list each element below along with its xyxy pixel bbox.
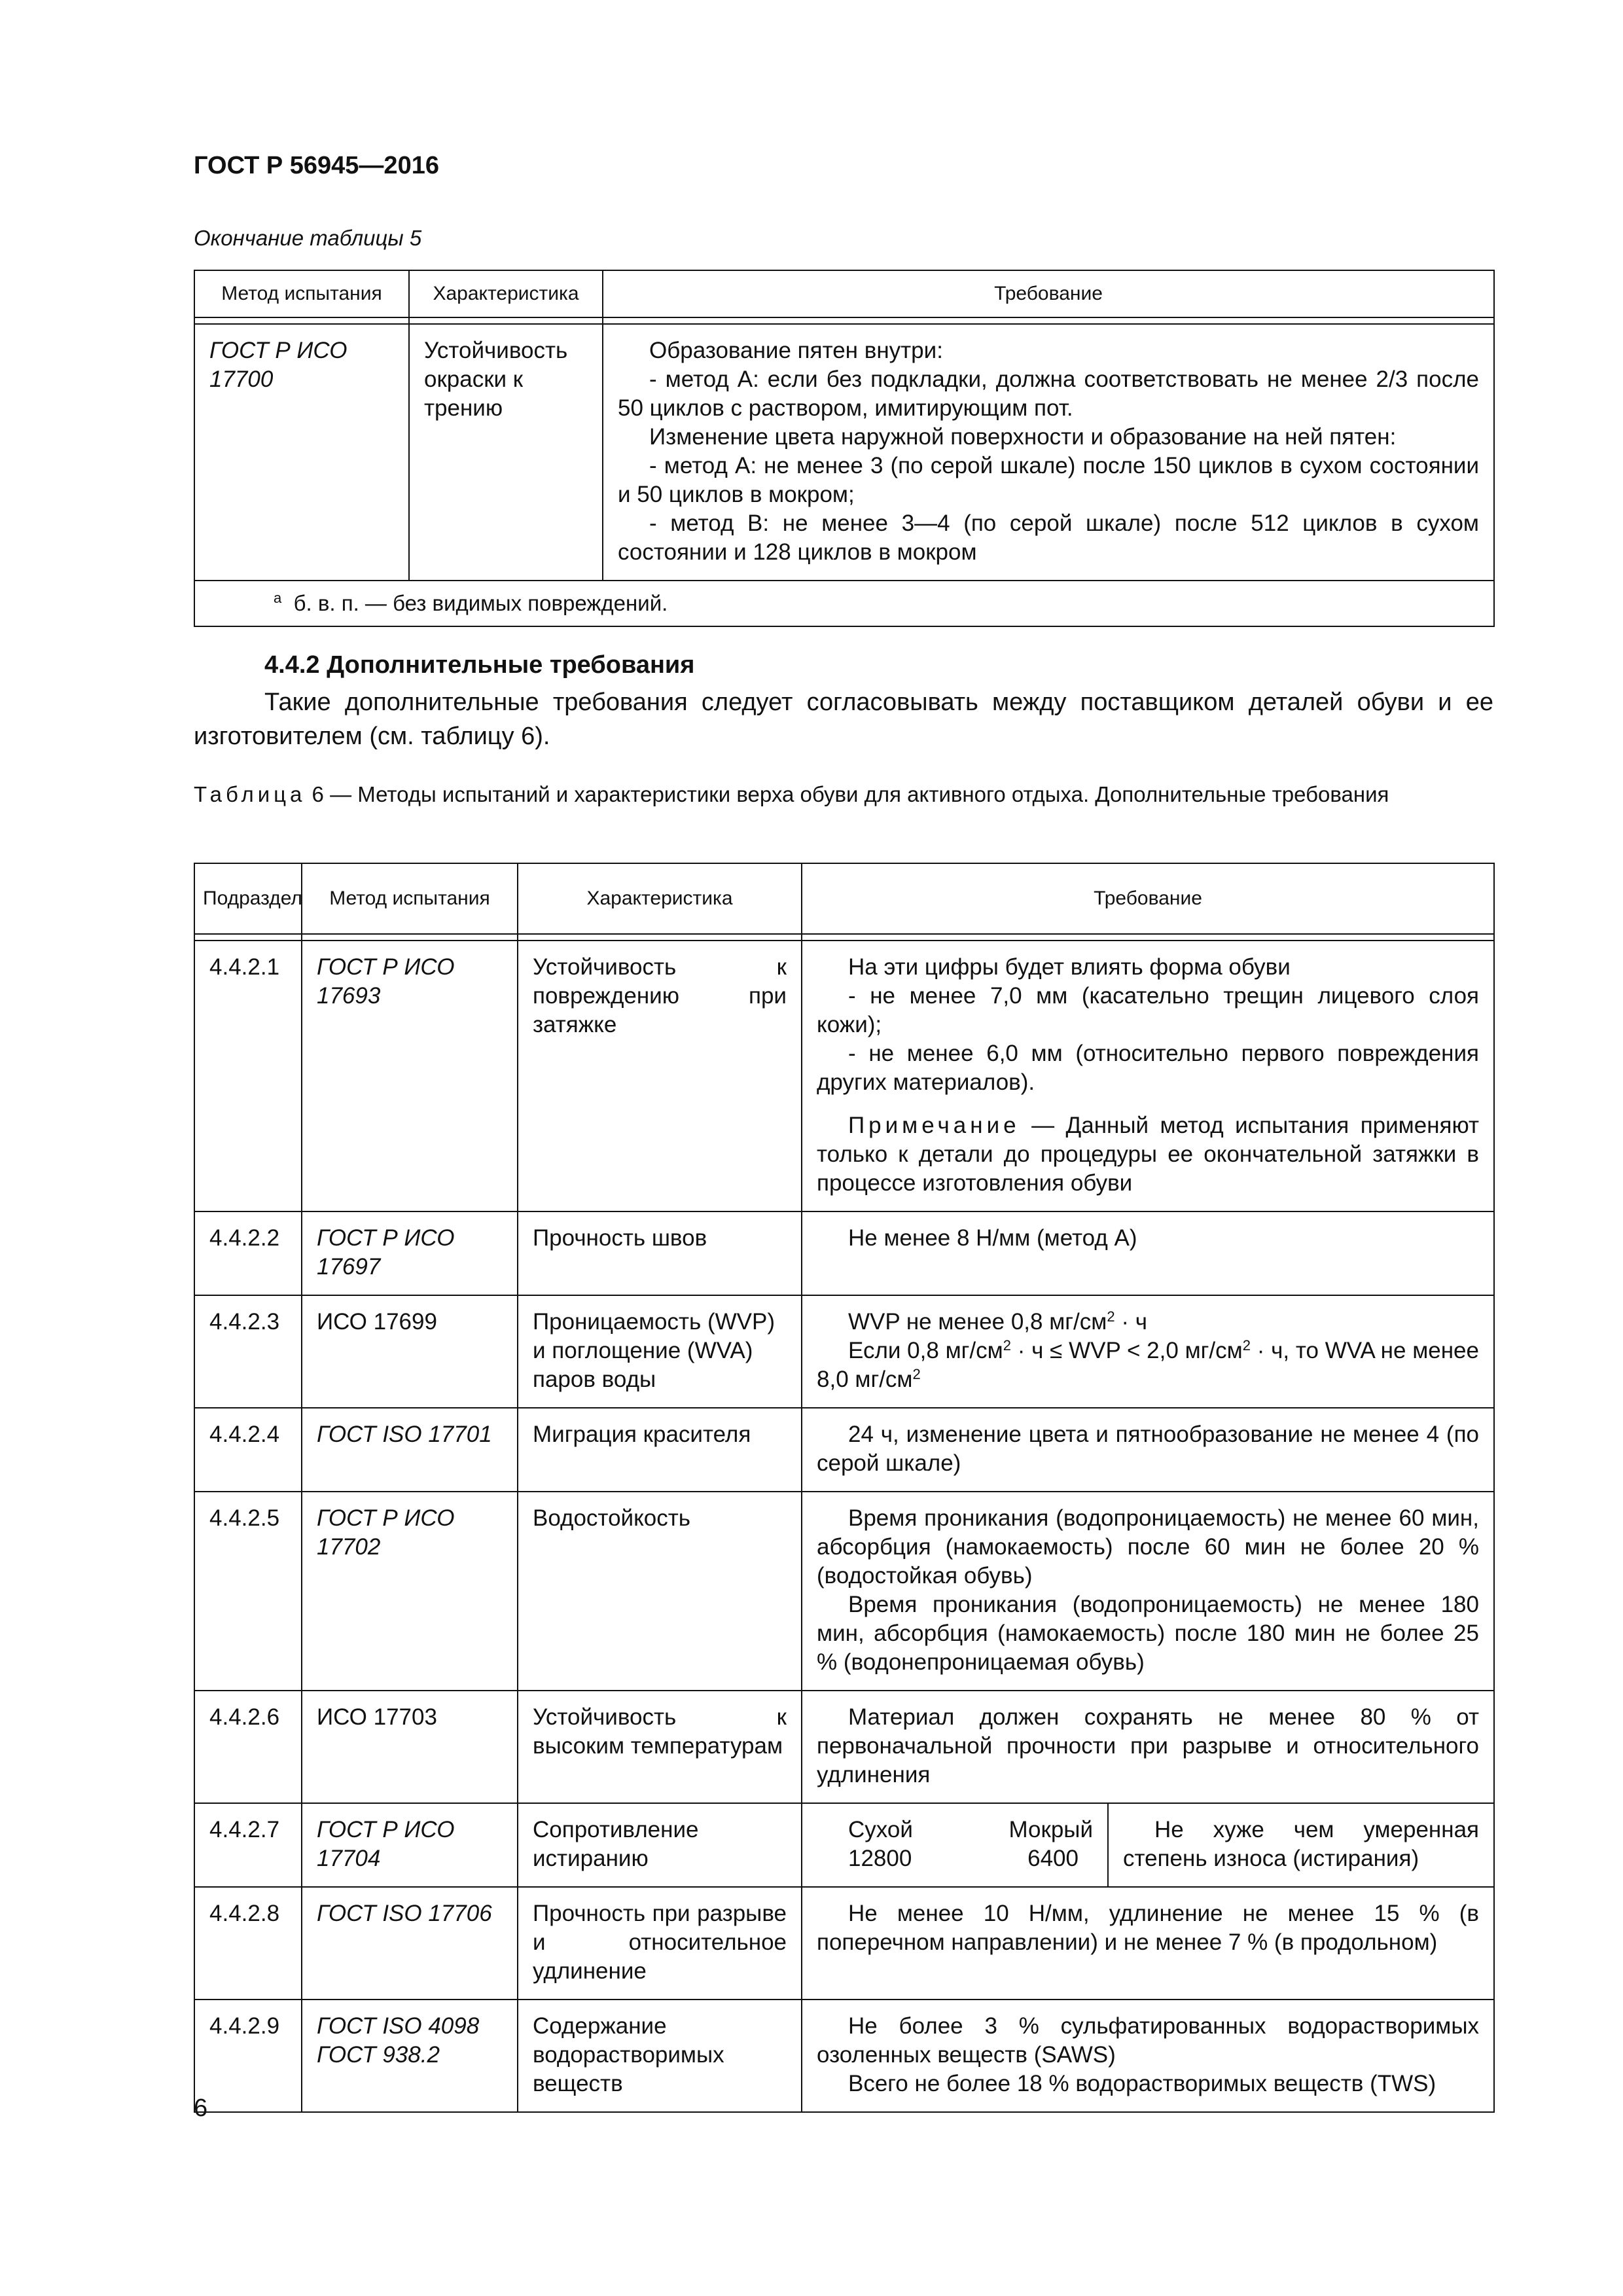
table6-header-subsection: Подраздел	[194, 863, 302, 934]
requirement-line	[817, 1308, 1479, 1336]
requirement-line: 24 ч, изменение цвета и пятнообразование не менее 4 (по серой шкале)	[817, 1422, 1479, 1476]
table-row	[194, 1492, 1494, 1691]
requirement-cell	[802, 1408, 1494, 1492]
characteristic-cell: Устойчивость к высоким температурам	[518, 1691, 802, 1803]
requirement-line	[817, 1336, 1479, 1394]
table6	[194, 863, 1495, 2113]
subsection-cell: 4.4.2.9	[194, 2000, 302, 2112]
note-paragraph	[817, 1111, 1479, 1198]
subsection-cell: 4.4.2.8	[194, 1887, 302, 2000]
table5-characteristic-cell: Устойчивость окраски к трению	[409, 324, 603, 581]
section-paragraph: Такие дополнительные требования следует согласовывать между поставщиком деталей обуви и ее изготовителем (см. таблицу 6).	[194, 689, 1493, 750]
note-label: Примечание	[848, 1113, 1020, 1138]
table6-caption-label: Таблица	[194, 782, 306, 806]
section-text	[194, 685, 1493, 753]
requirement-cell	[802, 1803, 1494, 1887]
characteristic-cell: Устойчивость к повреждению при затяжке	[518, 941, 802, 1211]
method-cell: ГОСТ Р ИСО 17693	[302, 941, 518, 1211]
table6-header-requirement: Требование	[802, 863, 1494, 934]
method-line: ГОСТ 938.2	[317, 2042, 440, 2068]
table6-header-characteristic: Характеристика	[518, 863, 802, 934]
requirement-line: - не менее 7,0 мм (касательно трещин лицевого слоя кожи);	[817, 983, 1479, 1037]
table6-caption	[194, 780, 1493, 809]
dry-label: Сухой	[848, 1817, 913, 1842]
superscript: 2	[912, 1366, 921, 1382]
abrasion-labels	[848, 1816, 1093, 1844]
wva-text: · ч ≤ WVP < 2,0 мг/см	[1010, 1338, 1243, 1363]
dry-value: 12800	[848, 1846, 912, 1871]
footnote-text: б. в. п. — без видимых повреждений.	[293, 591, 668, 615]
characteristic-cell: Водостойкость	[518, 1492, 802, 1691]
table-row	[194, 1408, 1494, 1492]
method-cell: ИСО 17699	[302, 1295, 518, 1408]
wet-label: Мокрый	[1008, 1817, 1093, 1842]
table5-header-requirement: Требование	[603, 270, 1494, 317]
section-title: 4.4.2 Дополнительные требования	[264, 651, 695, 679]
table5-header-method: Метод испытания	[194, 270, 409, 317]
table5	[194, 270, 1495, 627]
requirement-cell	[802, 1295, 1494, 1408]
footnote-mark: а	[274, 590, 282, 606]
table5-footnote	[194, 581, 1494, 626]
requirement-cell	[802, 1492, 1494, 1691]
table-row	[194, 1691, 1494, 1803]
table5-method-cell: ГОСТ Р ИСО 17700	[194, 324, 409, 581]
table6-caption-title: 6 — Методы испытаний и характеристики верха обуви для активного отдыха. Дополнительные требования	[306, 782, 1389, 806]
method-cell: ГОСТ Р ИСО 17702	[302, 1492, 518, 1691]
method-cell: ГОСТ Р ИСО 17704	[302, 1803, 518, 1887]
superscript: 2	[1003, 1337, 1011, 1354]
table-row	[194, 1295, 1494, 1408]
requirement-line: Не менее 8 Н/мм (метод А)	[848, 1225, 1137, 1251]
table6-header-method: Метод испытания	[302, 863, 518, 934]
method-cell: ГОСТ Р ИСО 17697	[302, 1211, 518, 1295]
requirement-line: Образование пятен внутри:	[649, 338, 943, 363]
subsection-cell: 4.4.2.2	[194, 1211, 302, 1295]
table-row	[194, 2000, 1494, 2112]
requirement-cell	[802, 1887, 1494, 2000]
requirement-line: - не менее 6,0 мм (относительно первого повреждения других материалов).	[817, 1041, 1479, 1095]
method-cell: ИСО 17703	[302, 1691, 518, 1803]
subsection-cell: 4.4.2.5	[194, 1492, 302, 1691]
requirement-line: Не более 3 % сульфатированных водорастворимых озоленных веществ (SAWS)	[817, 2013, 1479, 2068]
requirement-line: Время проникания (водопроницаемость) не менее 60 мин, абсорбция (намокаемость) после 60 мин не более 20 % (водостойкая обувь)	[817, 1505, 1479, 1588]
table-row	[194, 1211, 1494, 1295]
characteristic-cell: Прочность при разрыве и относительное удлинение	[518, 1887, 802, 2000]
requirement-line: Время проникания (водопроницаемость) не менее 180 мин, абсорбция (намокаемость) после 180 мин не более 25 % (водонепроницаемая обувь)	[817, 1592, 1479, 1675]
requirement-cell	[802, 1691, 1494, 1803]
abrasion-grade: Не хуже чем умеренная степень износа (истирания)	[1123, 1817, 1479, 1871]
requirement-line: - метод А: не менее 3 (по серой шкале) после 150 циклов в сухом состоянии и 50 циклов в мокром;	[618, 453, 1479, 507]
page-number: 6	[194, 2094, 208, 2122]
requirement-cell	[802, 2000, 1494, 2112]
characteristic-cell: Миграция красителя	[518, 1408, 802, 1492]
subsection-cell: 4.4.2.6	[194, 1691, 302, 1803]
characteristic-cell: Сопротивление истиранию	[518, 1803, 802, 1887]
wet-value: 6400	[1027, 1846, 1079, 1871]
superscript: 2	[1107, 1308, 1115, 1325]
table5-requirement-cell	[603, 324, 1494, 581]
method-cell	[302, 2000, 518, 2112]
abrasion-numbers	[848, 1844, 1093, 1873]
superscript: 2	[1242, 1337, 1251, 1354]
abrasion-values	[802, 1804, 1109, 1886]
requirement-line: На эти цифры будет влиять форма обуви	[848, 954, 1291, 980]
wvp-text: WVP не менее 0,8 мг/см	[848, 1309, 1107, 1335]
subsection-cell: 4.4.2.4	[194, 1408, 302, 1492]
requirement-line: - метод В: не менее 3—4 (по серой шкале) после 512 циклов в сухом состоянии и 128 циклов в мокром	[618, 511, 1479, 565]
requirement-line: Материал должен сохранять не менее 80 % от первоначальной прочности при разрыве и относительного удлинения	[817, 1704, 1479, 1787]
requirement-line: Не менее 10 Н/мм, удлинение не менее 15 % (в поперечном направлении) и не менее 7 % (в продольном)	[817, 1901, 1479, 1955]
method-cell: ГОСТ ISO 17701	[302, 1408, 518, 1492]
characteristic-cell: Проницаемость (WVP) и поглощение (WVA) паров воды	[518, 1295, 802, 1408]
table-row	[194, 1803, 1494, 1887]
subsection-cell: 4.4.2.3	[194, 1295, 302, 1408]
wvp-unit: · ч	[1115, 1309, 1147, 1335]
note-text: — Данный метод испытания применяют только к детали до процедуры ее окончательной затяжки в процессе изготовления обуви	[817, 1113, 1479, 1196]
method-cell: ГОСТ ISO 17706	[302, 1887, 518, 2000]
table-row	[194, 324, 1494, 581]
document-standard-number: ГОСТ Р 56945—2016	[194, 152, 439, 179]
requirement-line: - метод А: если без подкладки, должна соответствовать не менее 2/3 после 50 циклов с раствором, имитирующим пот.	[618, 367, 1479, 421]
table5-continuation-caption: Окончание таблицы 5	[194, 226, 422, 250]
method-line: ГОСТ ISO 4098	[317, 2013, 480, 2039]
wva-text: Если 0,8 мг/см	[848, 1338, 1003, 1363]
table5-header-characteristic: Характеристика	[409, 270, 603, 317]
requirement-cell	[802, 941, 1494, 1211]
subsection-cell: 4.4.2.7	[194, 1803, 302, 1887]
characteristic-cell: Содержание водорастворимых веществ	[518, 2000, 802, 2112]
subsection-cell: 4.4.2.1	[194, 941, 302, 1211]
wva-text: · ч, то WVA не менее 8,0 мг/см	[817, 1338, 1479, 1392]
requirement-line: Изменение цвета наружной поверхности и образование на ней пятен:	[649, 424, 1397, 450]
table-row	[194, 941, 1494, 1211]
table-row	[194, 1887, 1494, 2000]
requirement-cell	[802, 1211, 1494, 1295]
characteristic-cell: Прочность швов	[518, 1211, 802, 1295]
requirement-line: Всего не более 18 % водорастворимых веществ (TWS)	[848, 2071, 1436, 2096]
